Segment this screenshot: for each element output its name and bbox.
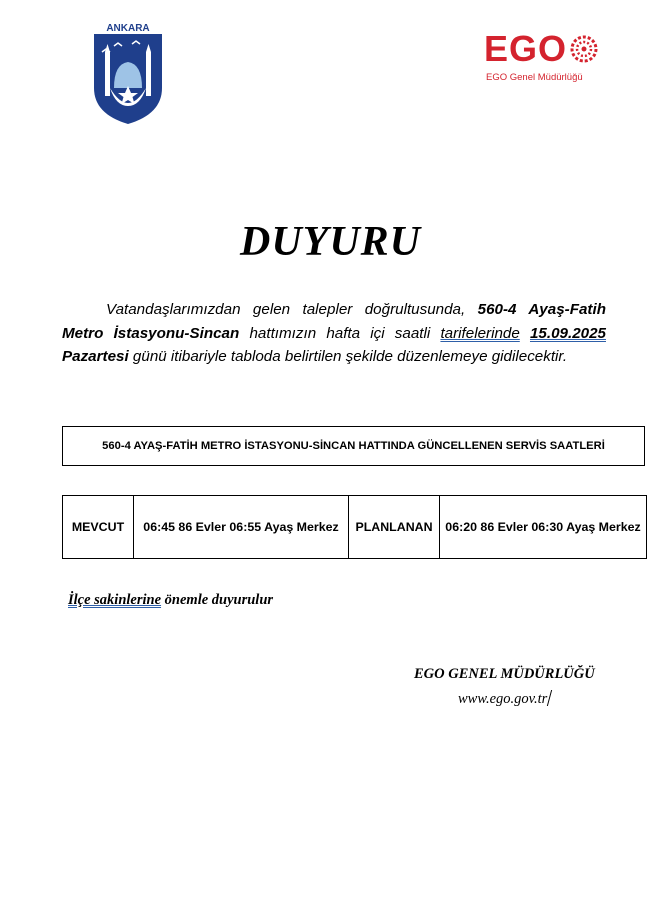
effective-date: 15.09.2025 <box>529 324 606 342</box>
planned-label: PLANLANAN <box>349 496 440 559</box>
planned-value: 06:20 86 Evler 06:30 Ayaş Merkez <box>440 496 647 559</box>
paragraph-text-1: Vatandaşlarımızdan gelen talepler doğrultusunda, <box>106 301 478 318</box>
notice-text <box>68 592 273 609</box>
schedule-box-title <box>62 426 645 466</box>
effective-day: Pazartesi <box>62 348 129 365</box>
tarifeler-link: tarifelerinde <box>440 324 520 342</box>
minaret-left-icon <box>105 52 110 96</box>
website-link[interactable]: www.ego.gov.tr <box>458 691 548 707</box>
ego-flower-icon <box>569 34 599 64</box>
schedule-box-title-text: 560-4 AYAŞ-FATİH METRO İSTASYONU-SİNCAN HATTINDA GÜNCELLENEN SERVİS SAATLERİ <box>102 440 605 452</box>
route-name: 560-4 Ayaş-Fatih Metro İstasyonu-Sincan <box>62 301 606 342</box>
table-row <box>63 496 647 559</box>
paragraph-text-2: hattımızın hafta içi saatli <box>239 324 441 342</box>
current-value: 06:45 86 Evler 06:55 Ayaş Merkez <box>134 496 349 559</box>
ego-subtitle: EGO Genel Müdürlüğü <box>486 72 583 83</box>
signature-website <box>458 690 550 708</box>
signature-org: EGO GENEL MÜDÜRLÜĞÜ <box>414 666 595 682</box>
ankara-logo <box>88 22 168 126</box>
notice-underlined: İlçe sakinlerine <box>68 592 162 608</box>
page-title: DUYURU <box>240 219 421 265</box>
minaret-right-icon <box>146 52 151 96</box>
paragraph-text-3: günü itibariyle tabloda belirtilen şekilde düzenlemeye gidilecektir. <box>128 348 568 365</box>
ego-logo <box>484 30 594 90</box>
ego-wordmark: EGO <box>484 28 568 69</box>
text-cursor <box>547 690 552 706</box>
announcement-paragraph <box>62 298 606 369</box>
current-label: MEVCUT <box>63 496 134 559</box>
notice-rest: önemle duyurulur <box>161 592 274 608</box>
ankara-wordmark: ANKARA <box>106 23 150 34</box>
schedule-table <box>62 495 647 559</box>
ankara-emblem-icon <box>88 22 168 126</box>
